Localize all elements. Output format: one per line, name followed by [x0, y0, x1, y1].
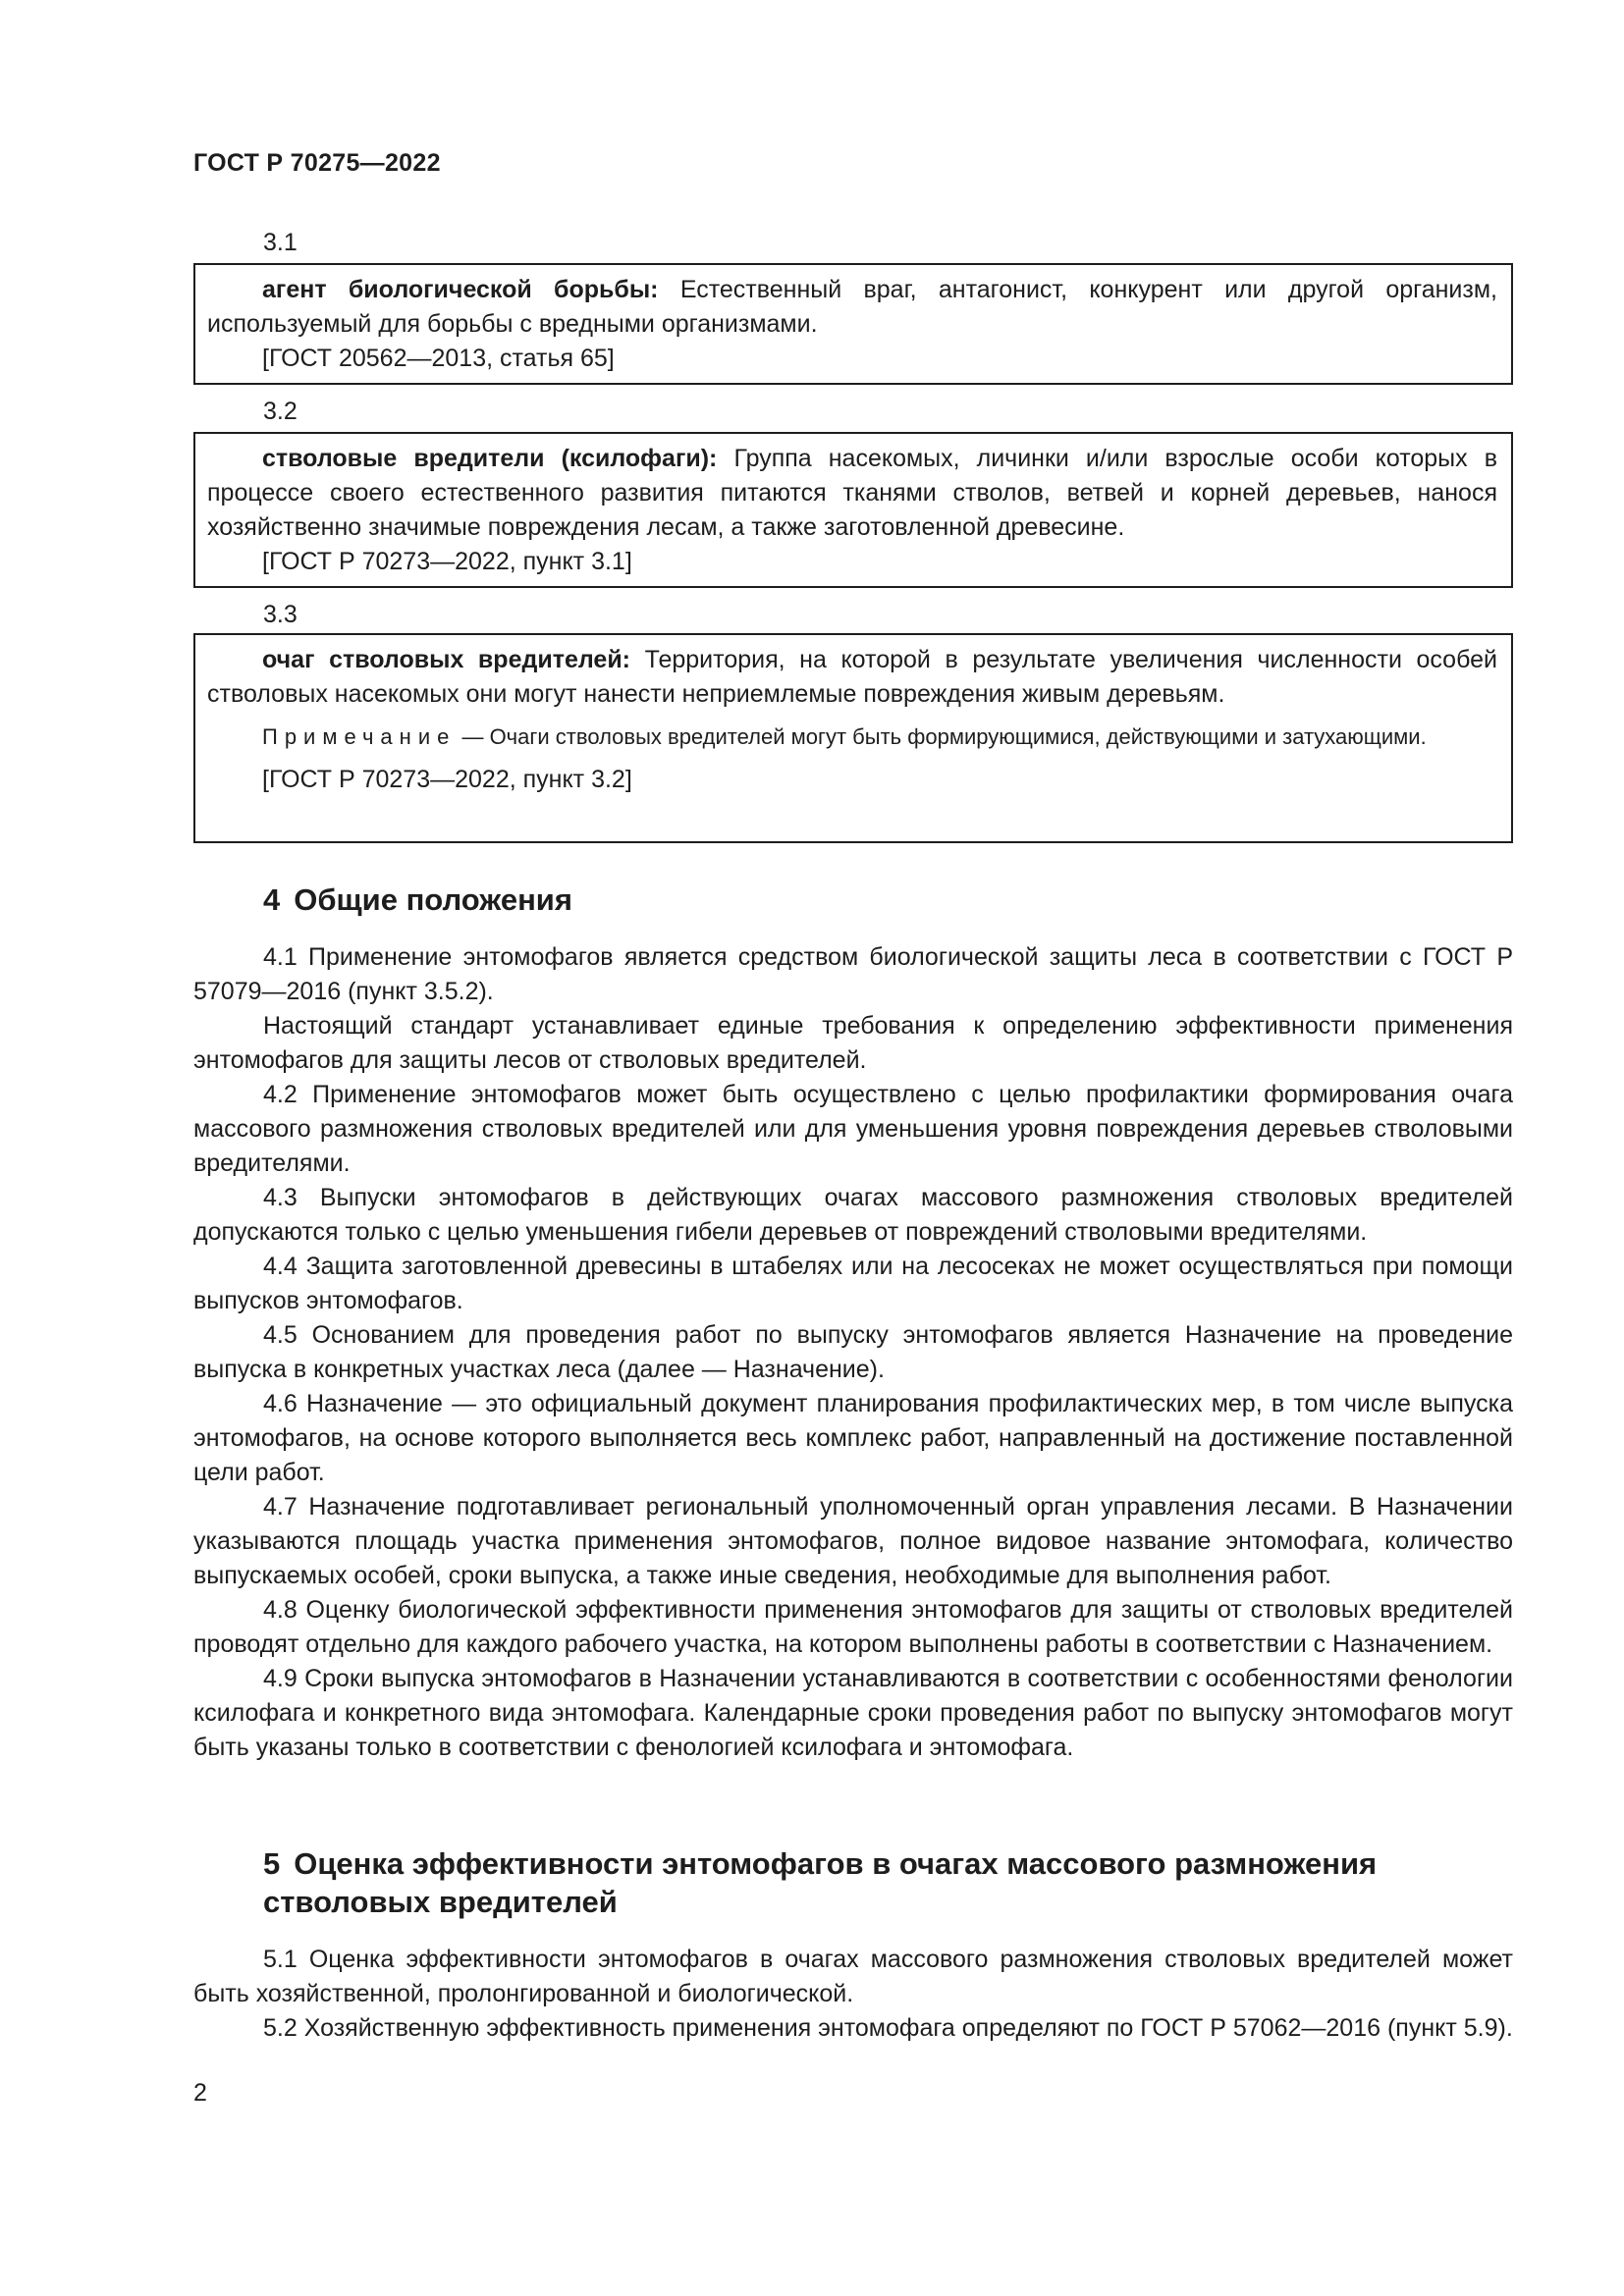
term-reference: [ГОСТ Р 70273—2022, пункт 3.1]	[262, 548, 632, 575]
paragraph: 4.7 Назначение подготавливает региональный уполномоченный орган управления лесами. В Назначении указываются площадь участка применения энтомофагов, полное видовое название энтомофага, количество выпускаемых особей, сроки выпуска, а также иные сведения, необходимые для выполнения работ.	[193, 1493, 1513, 1589]
paragraph: 4.1 Применение энтомофагов является средством биологической защиты леса в соответствии с ГОСТ Р 57079—2016 (пункт 3.5.2).	[193, 943, 1513, 1005]
section-body	[193, 940, 1513, 1765]
term-number: 3.2	[263, 398, 298, 425]
term-definition: Территория, на которой в результате увеличения численности особей стволовых насекомых они могут нанести неприемлемые повреждения живым деревьям.	[207, 646, 1497, 708]
section-number: 4	[263, 882, 281, 917]
term-text	[207, 442, 1497, 545]
term-definition-box	[193, 432, 1513, 588]
term-text	[207, 643, 1497, 712]
paragraph: 4.2 Применение энтомофагов может быть осуществлено с целью профилактики формирования очага массового размножения стволовых вредителей или для уменьшения уровня повреждения деревьев стволовыми вредителями.	[193, 1081, 1513, 1177]
term-note	[207, 721, 1497, 753]
term-definition-box	[193, 263, 1513, 385]
section-title: Оценка эффективности энтомофагов в очагах массового размножения стволовых вредителей	[263, 1846, 1378, 1919]
term-text	[207, 273, 1497, 342]
term-title: стволовые вредители (ксилофаги):	[262, 445, 718, 472]
section-title: Общие положения	[294, 882, 572, 917]
section-number: 5	[263, 1846, 281, 1881]
term-title: очаг стволовых вредителей:	[262, 646, 631, 673]
term-reference: [ГОСТ 20562—2013, статья 65]	[262, 345, 615, 372]
section-heading	[263, 881, 1500, 919]
section-body	[193, 1943, 1513, 2046]
term-definition-box	[193, 633, 1513, 843]
note-text: — Очаги стволовых вредителей могут быть формирующимися, действующими и затухающими.	[456, 724, 1427, 749]
paragraph: 4.6 Назначение — это официальный документ планирования профилактических мер, в том числе выпуска энтомофагов, на основе которого выполняется весь комплекс работ, направленный на достижение поставленной цели работ.	[193, 1390, 1513, 1486]
page-number: 2	[193, 2079, 207, 2107]
paragraph: 4.4 Защита заготовленной древесины в штабелях или на лесосеках не может осуществляться при помощи выпусков энтомофагов.	[193, 1253, 1513, 1314]
paragraph: 5.2 Хозяйственную эффективность применения энтомофага определяют по ГОСТ Р 57062—2016 (пункт 5.9).	[263, 2014, 1513, 2042]
term-number: 3.1	[263, 229, 298, 256]
term-definition: Естественный враг, антагонист, конкурент или другой организм, используемый для борьбы с вредными организмами.	[207, 276, 1497, 338]
term-reference: [ГОСТ Р 70273—2022, пункт 3.2]	[262, 766, 632, 793]
term-definition: Группа насекомых, личинки и/или взрослые особи которых в процессе своего естественного развития питаются тканями стволов, ветвей и корней деревьев, нанося хозяйственно значимые повреждения лесам, а также заготовленной древесине.	[207, 445, 1497, 541]
paragraph: 4.8 Оценку биологической эффективности применения энтомофагов для защиты от стволовых вредителей проводят отдельно для каждого рабочего участка, на котором выполнены работы в соответствии с Назначением.	[193, 1596, 1513, 1658]
term-title: агент биологической борьбы:	[262, 276, 659, 303]
paragraph: Настоящий стандарт устанавливает единые требования к определению эффективности применения энтомофагов для защиты лесов от стволовых вредителей.	[193, 1012, 1513, 1074]
paragraph: 4.5 Основанием для проведения работ по выпуску энтомофагов является Назначение на проведение выпуска в конкретных участках леса (далее — Назначение).	[193, 1321, 1513, 1383]
note-label: Примечание	[262, 724, 457, 749]
section-heading	[263, 1844, 1500, 1921]
paragraph: 4.9 Сроки выпуска энтомофагов в Назначении устанавливаются в соответствии с особенностями фенологии ксилофага и конкретного вида энтомофага. Календарные сроки проведения работ по выпуску энтомофагов могут быть указаны только в соответствии с фенологией ксилофага и энтомофага.	[193, 1665, 1513, 1761]
paragraph: 5.1 Оценка эффективности энтомофагов в очагах массового размножения стволовых вредителей может быть хозяйственной, пролонгированной и биологической.	[193, 1946, 1513, 2007]
paragraph: 4.3 Выпуски энтомофагов в действующих очагах массового размножения стволовых вредителей допускаются только с целью уменьшения гибели деревьев от повреждений стволовыми вредителями.	[193, 1184, 1513, 1246]
term-number: 3.3	[263, 601, 298, 628]
document-header: ГОСТ Р 70275—2022	[193, 149, 441, 177]
